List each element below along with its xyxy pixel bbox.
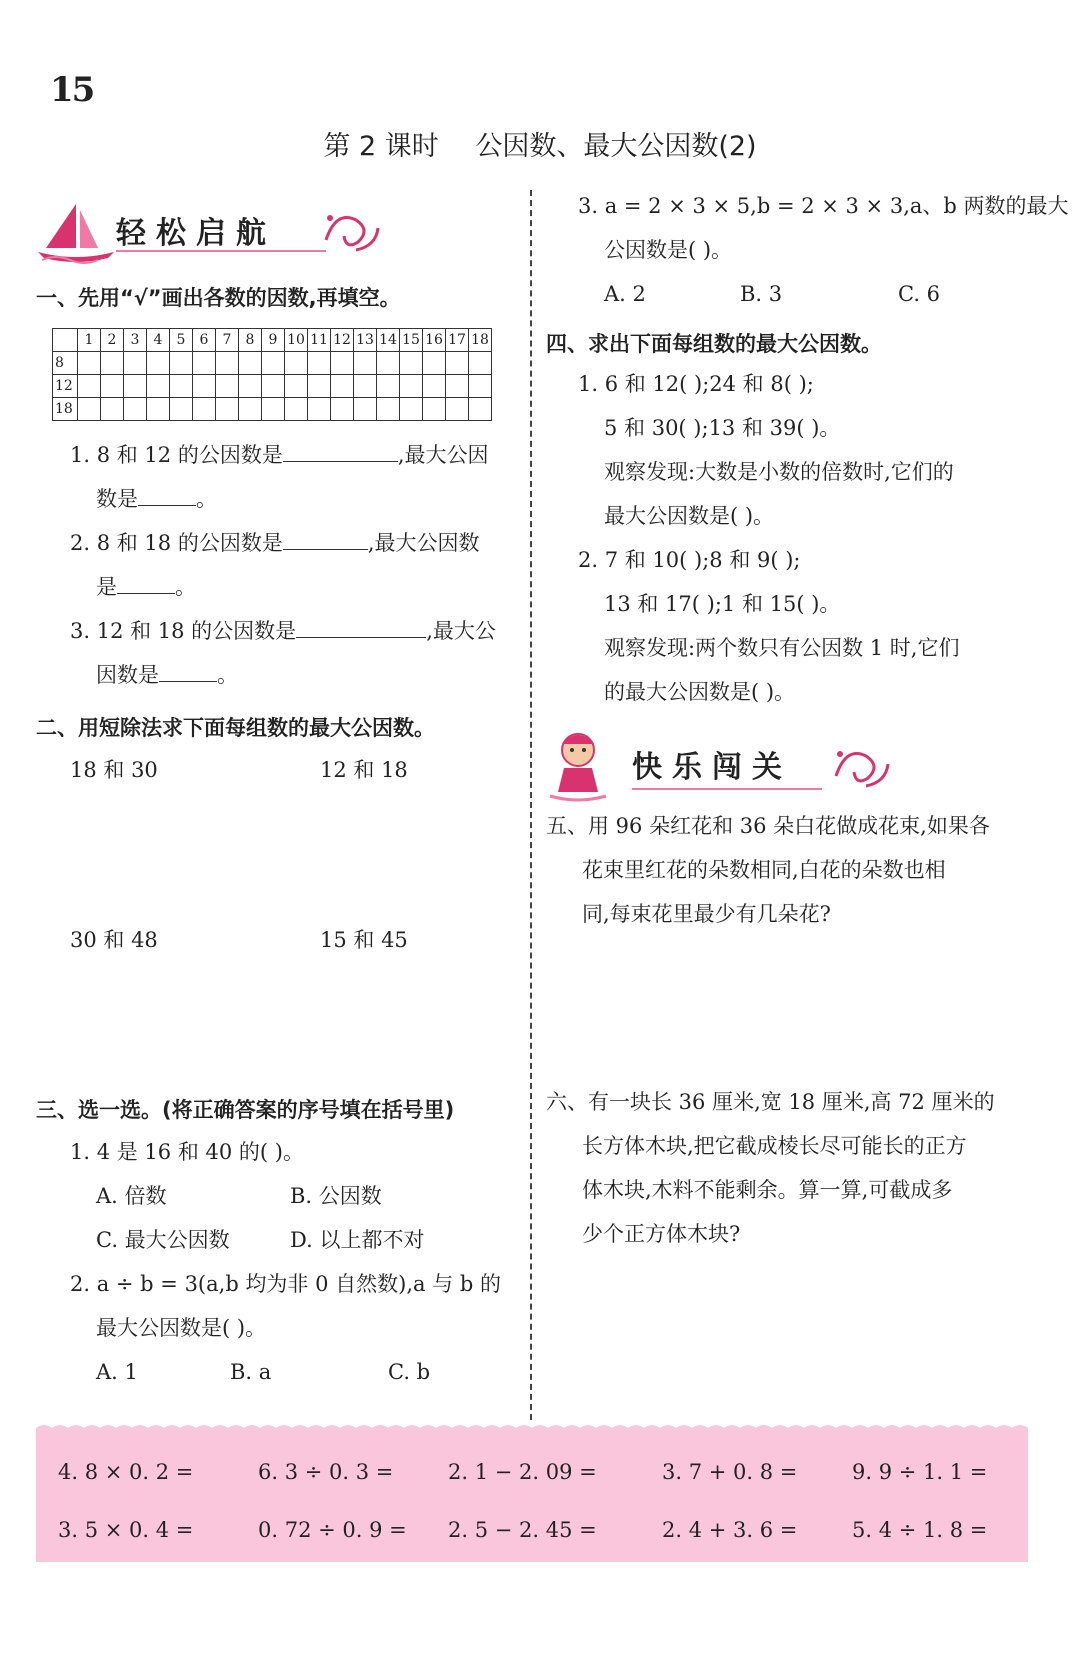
swirl-icon: [316, 200, 386, 260]
grid-cell[interactable]: [446, 375, 469, 398]
grid-col: 2: [101, 329, 124, 352]
calc-item: 6. 3 ÷ 0. 3 =: [258, 1460, 394, 1484]
grid-row: [53, 398, 492, 421]
grid-cell[interactable]: [216, 352, 239, 375]
grid-col: 9: [262, 329, 285, 352]
grid-row-label: 12: [53, 375, 78, 398]
grid-cell[interactable]: [400, 352, 423, 375]
s4-q1-line2: 5 和 30( );13 和 39( )。: [604, 416, 841, 440]
grid-cell[interactable]: [239, 375, 262, 398]
grid-cell[interactable]: [285, 398, 308, 421]
s3-q1-option: C. 最大公因数: [96, 1228, 230, 1252]
grid-cell[interactable]: [400, 375, 423, 398]
grid-col: 10: [285, 329, 308, 352]
grid-cell[interactable]: [78, 375, 101, 398]
answer-blank[interactable]: [138, 485, 196, 506]
calc-item: 3. 5 × 0. 4 =: [58, 1518, 194, 1542]
s1-q3-line1: [70, 609, 496, 653]
grid-row: [53, 352, 492, 375]
grid-cell[interactable]: [354, 398, 377, 421]
grid-row-label: 18: [53, 398, 78, 421]
calc-item: 0. 72 ÷ 0. 9 =: [258, 1518, 407, 1542]
grid-cell[interactable]: [377, 352, 400, 375]
grid-cell[interactable]: [377, 398, 400, 421]
s2-item: 15 和 45: [320, 928, 408, 952]
s3-q3-option: B. 3: [740, 282, 783, 306]
grid-cell[interactable]: [423, 398, 446, 421]
s3-q1-option: D. 以上都不对: [290, 1228, 425, 1252]
s5-line3: 同,每束花里最少有几朵花?: [582, 902, 831, 926]
banner-underline: [632, 788, 822, 790]
grid-cell[interactable]: [216, 398, 239, 421]
grid-col: 1: [78, 329, 101, 352]
grid-row: [53, 375, 492, 398]
answer-blank[interactable]: [117, 573, 175, 594]
grid-cell[interactable]: [469, 352, 492, 375]
section3-heading: 三、选一选。(将正确答案的序号填在括号里): [36, 1098, 455, 1122]
grid-cell[interactable]: [124, 375, 147, 398]
grid-cell[interactable]: [423, 352, 446, 375]
grid-cell[interactable]: [193, 375, 216, 398]
grid-col: 17: [446, 329, 469, 352]
grid-col: 12: [331, 329, 354, 352]
calc-item: 9. 9 ÷ 1. 1 =: [852, 1460, 988, 1484]
grid-col: 8: [239, 329, 262, 352]
s3-q3-line1: 3. a = 2 × 3 × 5,b = 2 × 3 × 3,a、b 两数的最大: [578, 194, 1069, 218]
grid-cell[interactable]: [216, 375, 239, 398]
grid-cell[interactable]: [124, 398, 147, 421]
grid-col: 3: [124, 329, 147, 352]
grid-cell[interactable]: [170, 352, 193, 375]
grid-cell[interactable]: [147, 352, 170, 375]
s1-q1-text: 1. 8 和 12 的公因数是: [70, 443, 283, 467]
s1-q3-line2: [96, 653, 238, 697]
grid-cell[interactable]: [193, 352, 216, 375]
grid-cell[interactable]: [147, 398, 170, 421]
grid-header-row: [53, 329, 492, 352]
s1-q1-text4: 。: [196, 487, 217, 511]
grid-cell[interactable]: [193, 398, 216, 421]
s1-q1-line2: [96, 477, 217, 521]
grid-cell[interactable]: [308, 398, 331, 421]
grid-cell[interactable]: [331, 375, 354, 398]
grid-cell[interactable]: [78, 352, 101, 375]
grid-cell[interactable]: [262, 398, 285, 421]
grid-cell[interactable]: [308, 375, 331, 398]
grid-cell[interactable]: [331, 352, 354, 375]
calc-item: 5. 4 ÷ 1. 8 =: [852, 1518, 988, 1542]
s4-q2-obs2: 的最大公因数是( )。: [604, 680, 796, 704]
banner-easy-start-text: 轻松启航: [116, 216, 276, 251]
grid-cell[interactable]: [147, 375, 170, 398]
s4-q2-line2: 13 和 17( );1 和 15( )。: [604, 592, 841, 616]
grid-cell[interactable]: [239, 398, 262, 421]
s1-q1-line1: [70, 433, 489, 477]
s4-q1-line1: 1. 6 和 12( );24 和 8( );: [578, 372, 814, 396]
s1-q3-text: 3. 12 和 18 的公因数是: [70, 619, 297, 643]
lesson-title: 公因数、最大公因数(2): [475, 131, 757, 162]
s3-q2-line2: 最大公因数是( )。: [96, 1316, 267, 1340]
s3-q1: 1. 4 是 16 和 40 的( )。: [70, 1140, 304, 1164]
s3-q1-option: B. 公因数: [290, 1184, 382, 1208]
s4-q1-obs2: 最大公因数是( )。: [604, 504, 775, 528]
grid-col: 18: [469, 329, 492, 352]
grid-cell[interactable]: [400, 398, 423, 421]
s3-q3-line2: 公因数是( )。: [604, 238, 733, 262]
grid-corner: [53, 329, 78, 352]
section4-heading: 四、求出下面每组数的最大公因数。: [546, 332, 882, 356]
grid-cell[interactable]: [78, 398, 101, 421]
grid-col: 13: [354, 329, 377, 352]
s3-q2-line1: 2. a ÷ b = 3(a,b 均为非 0 自然数),a 与 b 的: [70, 1272, 502, 1296]
answer-blank[interactable]: [296, 617, 426, 638]
section2-heading: 二、用短除法求下面每组数的最大公因数。: [36, 716, 435, 740]
s1-q2-line2: [96, 565, 196, 609]
grid-cell[interactable]: [262, 352, 285, 375]
calc-item: 2. 1 − 2. 09 =: [448, 1460, 597, 1484]
s2-item: 18 和 30: [70, 758, 158, 782]
banner-happy-challenge: [546, 726, 886, 806]
s1-q3-text4: 。: [217, 663, 238, 687]
s1-q1-text3: 数是: [96, 487, 138, 511]
grid-cell[interactable]: [469, 375, 492, 398]
grid-cell[interactable]: [354, 352, 377, 375]
grid-cell[interactable]: [170, 398, 193, 421]
s1-q2-line1: [70, 521, 480, 565]
calc-item: 2. 4 + 3. 6 =: [662, 1518, 798, 1542]
s4-q2-obs1: 观察发现:两个数只有公因数 1 时,它们: [604, 636, 960, 660]
cartoon-child-icon: [546, 726, 626, 806]
swirl-icon: [826, 736, 896, 796]
calc-item: 3. 7 + 0. 8 =: [662, 1460, 798, 1484]
banner-easy-start: [36, 190, 376, 270]
grid-col: 11: [308, 329, 331, 352]
s3-q2-option: A. 1: [96, 1360, 138, 1384]
banner-underline: [116, 250, 326, 252]
grid-col: 16: [423, 329, 446, 352]
column-divider: [530, 190, 532, 1420]
s3-q3-option: A. 2: [604, 282, 646, 306]
page-number: 15: [50, 70, 94, 110]
grid-col: 6: [193, 329, 216, 352]
calc-item: 4. 8 × 0. 2 =: [58, 1460, 194, 1484]
grid-col: 5: [170, 329, 193, 352]
grid-cell[interactable]: [262, 375, 285, 398]
s1-q1-text2: ,最大公因: [397, 443, 489, 467]
grid-cell[interactable]: [446, 352, 469, 375]
grid-cell[interactable]: [285, 352, 308, 375]
lesson-label: 第 2 课时: [323, 131, 439, 162]
s6-line3: 体木块,木料不能剩余。算一算,可截成多: [582, 1178, 953, 1202]
s4-q1-obs1: 观察发现:大数是小数的倍数时,它们的: [604, 460, 954, 484]
s5-line1: 五、用 96 朵红花和 36 朵白花做成花束,如果各: [546, 814, 990, 838]
s3-q2-option: B. a: [230, 1360, 272, 1384]
s4-q2-line1: 2. 7 和 10( );8 和 9( );: [578, 548, 801, 572]
s3-q3-option: C. 6: [898, 282, 941, 306]
s1-q2-text: 2. 8 和 18 的公因数是: [70, 531, 283, 555]
page-title: [0, 124, 1080, 163]
grid-cell[interactable]: [423, 375, 446, 398]
grid-col: 4: [147, 329, 170, 352]
mental-math-box: [36, 1432, 1028, 1562]
s2-item: 30 和 48: [70, 928, 158, 952]
s3-q1-option: A. 倍数: [96, 1184, 167, 1208]
s1-q2-text2: ,最大公因数: [367, 531, 480, 555]
s1-q3-text2: ,最大公: [426, 619, 496, 643]
answer-blank[interactable]: [159, 661, 217, 682]
factor-grid: [52, 328, 492, 421]
calc-item: 2. 5 − 2. 45 =: [448, 1518, 597, 1542]
grid-cell[interactable]: [124, 352, 147, 375]
grid-cell[interactable]: [170, 375, 193, 398]
s6-line4: 少个正方体木块?: [582, 1222, 741, 1246]
s6-line2: 长方体木块,把它截成棱长尽可能长的正方: [582, 1134, 967, 1158]
s6-line1: 六、有一块长 36 厘米,宽 18 厘米,高 72 厘米的: [546, 1090, 995, 1114]
s2-item: 12 和 18: [320, 758, 408, 782]
grid-cell[interactable]: [285, 375, 308, 398]
grid-cell[interactable]: [469, 398, 492, 421]
s1-q2-text3: 是: [96, 575, 117, 599]
grid-col: 7: [216, 329, 239, 352]
s5-line2: 花束里红花的朵数相同,白花的朵数也相: [582, 858, 946, 882]
grid-cell[interactable]: [101, 352, 124, 375]
banner-happy-challenge-text: 快乐闯关: [632, 750, 792, 785]
answer-blank[interactable]: [283, 529, 368, 550]
s1-q2-text4: 。: [175, 575, 196, 599]
section1-heading: 一、先用“√”画出各数的因数,再填空。: [36, 286, 401, 310]
grid-cell[interactable]: [446, 398, 469, 421]
grid-cell[interactable]: [354, 375, 377, 398]
zigzag-edge: [36, 1422, 1028, 1434]
grid-cell[interactable]: [239, 352, 262, 375]
grid-cell[interactable]: [377, 375, 400, 398]
grid-cell[interactable]: [331, 398, 354, 421]
s1-q3-text3: 因数是: [96, 663, 159, 687]
answer-blank[interactable]: [283, 441, 398, 462]
grid-row-label: 8: [53, 352, 78, 375]
grid-col: 14: [377, 329, 400, 352]
grid-cell[interactable]: [101, 398, 124, 421]
grid-col: 15: [400, 329, 423, 352]
s3-q2-option: C. b: [388, 1360, 431, 1384]
grid-cell[interactable]: [308, 352, 331, 375]
grid-cell[interactable]: [101, 375, 124, 398]
